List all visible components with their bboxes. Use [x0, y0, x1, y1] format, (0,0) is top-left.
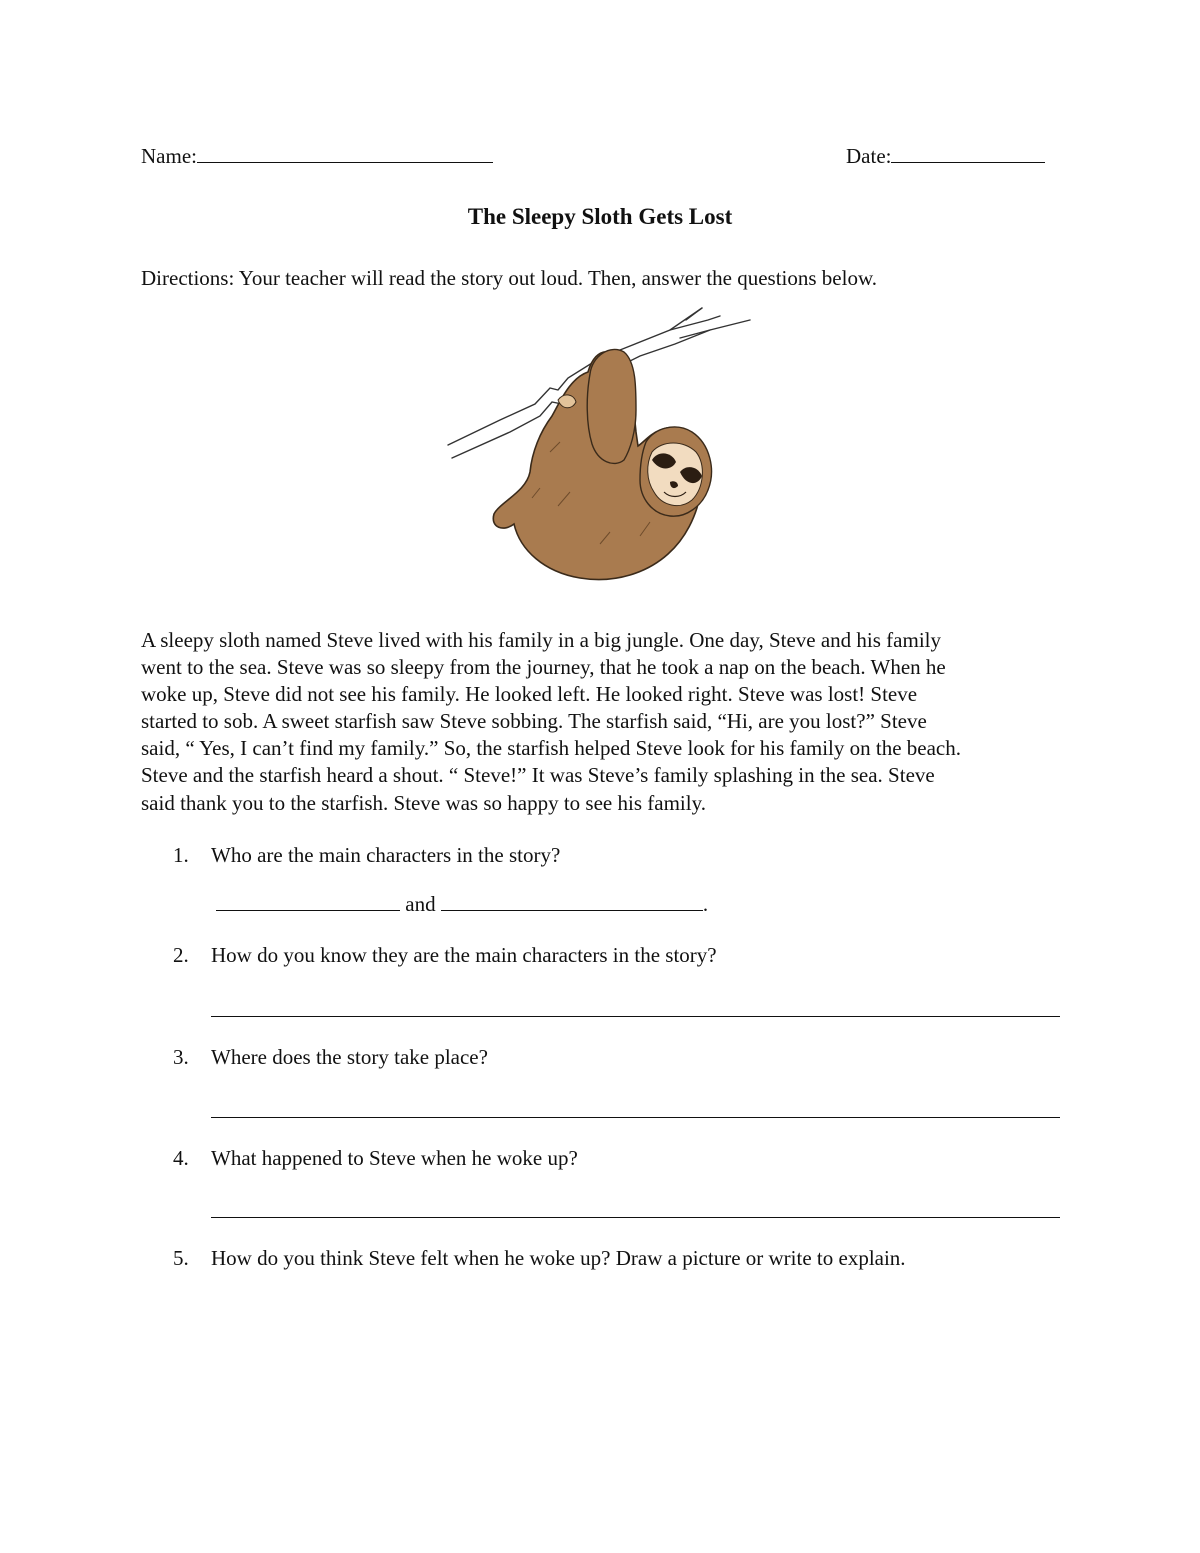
- worksheet-title: The Sleepy Sloth Gets Lost: [467, 204, 733, 229]
- story-line: woke up, Steve did not see his family. He looked left. He looked right. Steve was lost! Steve: [141, 682, 918, 707]
- question-3-number: 3.: [173, 1045, 189, 1069]
- drawing-area[interactable]: [211, 1285, 1060, 1505]
- date-row: [846, 143, 1045, 170]
- story-line: A sleepy sloth named Steve lived with his family in a big jungle. One day, Steve and his family: [141, 628, 941, 652]
- answer-line-2[interactable]: [211, 1016, 1060, 1017]
- story-line: went to the sea. Steve was so sleepy from the journey, that he took a nap on the beach. When he: [141, 655, 946, 680]
- answer-connector: and: [405, 892, 436, 916]
- story-paragraph: [141, 627, 1071, 817]
- sloth-on-branch-icon: [440, 292, 760, 598]
- question-5-number: 5.: [173, 1246, 189, 1270]
- answer-line-4[interactable]: [211, 1217, 1060, 1218]
- question-1-answer-row: [216, 891, 708, 918]
- question-1-text: Who are the main characters in the story?: [211, 843, 561, 867]
- name-row: [141, 143, 493, 170]
- date-field[interactable]: [891, 144, 1045, 163]
- question-1-number: 1.: [173, 843, 189, 867]
- name-label: Name:: [141, 144, 197, 168]
- answer-period: .: [702, 892, 709, 916]
- story-line: started to sob. A sweet starfish saw Steve sobbing. The starfish said, “Hi, are you lost?” Steve: [141, 709, 927, 734]
- answer-blank-1a[interactable]: [216, 892, 400, 911]
- answer-line-3[interactable]: [211, 1117, 1060, 1118]
- question-3-text: Where does the story take place?: [211, 1045, 488, 1069]
- question-2-text: How do you know they are the main characters in the story?: [211, 943, 717, 967]
- story-line: Steve and the starfish heard a shout. “ Steve!” It was Steve’s family splashing in the sea. Steve: [141, 763, 935, 788]
- question-4-number: 4.: [173, 1146, 189, 1170]
- name-field[interactable]: [197, 144, 493, 163]
- sloth-body: [493, 349, 711, 579]
- question-4-text: What happened to Steve when he woke up?: [211, 1146, 578, 1170]
- question-5-text: How do you think Steve felt when he woke up? Draw a picture or write to explain.: [211, 1246, 906, 1270]
- story-line: said thank you to the starfish. Steve was so happy to see his family.: [141, 790, 706, 815]
- story-line: said, “ Yes, I can’t find my family.” So, the starfish helped Steve look for his family on the beach.: [141, 736, 961, 761]
- directions-text: Directions: Your teacher will read the story out loud. Then, answer the questions below.: [141, 266, 878, 290]
- question-2-number: 2.: [173, 943, 189, 967]
- date-label: Date:: [846, 144, 892, 168]
- answer-blank-1b[interactable]: [441, 892, 703, 911]
